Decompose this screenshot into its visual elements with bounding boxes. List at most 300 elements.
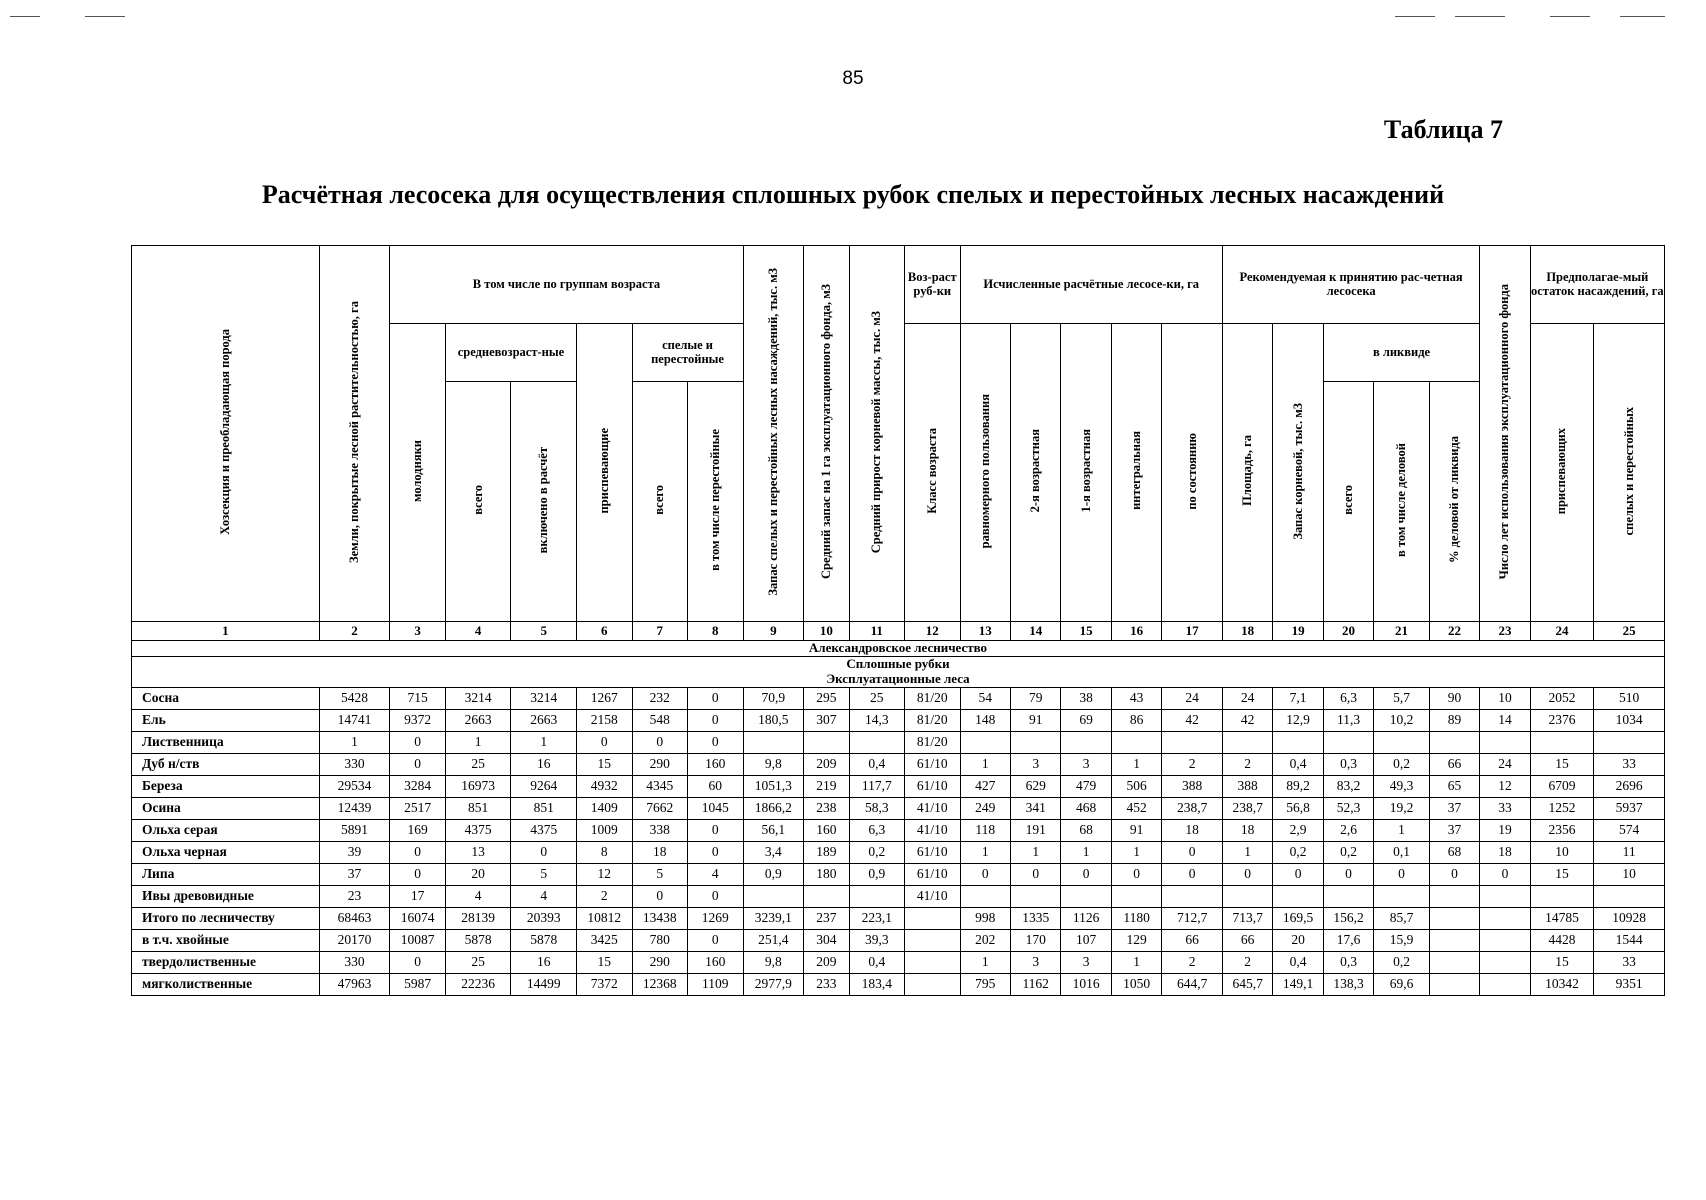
table-cell: 0 — [688, 687, 744, 709]
table-cell: 506 — [1111, 775, 1161, 797]
table-cell: 0 — [577, 731, 633, 753]
header-premature: приспевающие — [577, 324, 633, 622]
table-cell: 90 — [1429, 687, 1479, 709]
header-ripe-remainder: спелых и перестойных — [1594, 324, 1665, 622]
table-cell: 2977,9 — [743, 973, 804, 995]
page-title: Расчётная лесосека для осуществления сплошных рубок спелых и перестойных лесных насаждений — [261, 180, 1445, 209]
table-cell — [1480, 907, 1530, 929]
table-label: Таблица 7 — [1383, 115, 1503, 144]
table-cell: 17 — [390, 885, 446, 907]
table-cell: 3 — [1061, 753, 1111, 775]
header-remainder: Предполагае-мый остаток насаждений, га — [1530, 246, 1664, 324]
table-cell: 290 — [632, 951, 688, 973]
table-cell: 69 — [1061, 709, 1111, 731]
table-cell — [905, 973, 961, 995]
table-cell: 304 — [804, 929, 849, 951]
table-cell: 20170 — [319, 929, 390, 951]
header-young: молодняки — [390, 324, 446, 622]
table-cell: 2 — [1162, 753, 1223, 775]
table-cell: 780 — [632, 929, 688, 951]
column-number: 19 — [1273, 622, 1323, 641]
table-cell: 42 — [1162, 709, 1223, 731]
table-cell: 20 — [1273, 929, 1323, 951]
table-cell: 1045 — [688, 797, 744, 819]
table-cell: 19 — [1480, 819, 1530, 841]
header-age-class: Класс возраста — [905, 324, 961, 622]
table-cell: 2663 — [511, 709, 577, 731]
table-cell — [1429, 973, 1479, 995]
column-number: 10 — [804, 622, 849, 641]
table-cell: 233 — [804, 973, 849, 995]
table-cell: 9,8 — [743, 951, 804, 973]
table-cell: 19,2 — [1374, 797, 1430, 819]
row-label: в т.ч. хвойные — [132, 929, 320, 951]
table-cell — [1530, 885, 1594, 907]
table-cell: 18 — [1162, 819, 1223, 841]
table-cell: 0 — [688, 819, 744, 841]
table-cell: 37 — [319, 863, 390, 885]
row-label: Итого по лесничеству — [132, 907, 320, 929]
table-cell: 11,3 — [1323, 709, 1373, 731]
column-number: 1 — [132, 622, 320, 641]
table-cell: 0,9 — [743, 863, 804, 885]
table-cell: 0,4 — [849, 951, 905, 973]
table-cell: 330 — [319, 753, 390, 775]
table-cell: 68 — [1429, 841, 1479, 863]
header-cutting-age: Воз-раст руб-ки — [905, 246, 961, 324]
table-cell: 10342 — [1530, 973, 1594, 995]
table-cell: 795 — [960, 973, 1010, 995]
table-cell: 0,3 — [1323, 951, 1373, 973]
table-cell: 232 — [632, 687, 688, 709]
section-row — [132, 656, 1665, 687]
table-cell: 5428 — [319, 687, 390, 709]
table-cell — [743, 885, 804, 907]
table-row — [132, 973, 1665, 995]
table-cell — [1323, 885, 1373, 907]
table-cell: 18 — [1480, 841, 1530, 863]
table-cell: 290 — [632, 753, 688, 775]
table-cell: 238,7 — [1162, 797, 1223, 819]
column-number: 12 — [905, 622, 961, 641]
table-cell: 12 — [577, 863, 633, 885]
table-row — [132, 951, 1665, 973]
table-cell: 16074 — [390, 907, 446, 929]
table-cell: 0,2 — [1374, 753, 1430, 775]
table-cell: 1034 — [1594, 709, 1665, 731]
table-cell — [1480, 973, 1530, 995]
table-row — [132, 753, 1665, 775]
column-number: 8 — [688, 622, 744, 641]
table-cell: 0,2 — [1273, 841, 1323, 863]
table-cell: 9372 — [390, 709, 446, 731]
table-cell: 15 — [577, 951, 633, 973]
table-cell: 1051,3 — [743, 775, 804, 797]
table-cell — [849, 885, 905, 907]
table-cell: 69,6 — [1374, 973, 1430, 995]
table-cell: 0 — [688, 885, 744, 907]
table-cell: 10 — [1480, 687, 1530, 709]
table-cell: 0,4 — [1273, 753, 1323, 775]
table-cell: 81/20 — [905, 687, 961, 709]
column-number: 11 — [849, 622, 905, 641]
table-cell: 5878 — [445, 929, 511, 951]
table-cell — [1429, 731, 1479, 753]
table-cell: 149,1 — [1273, 973, 1323, 995]
table-cell: 14499 — [511, 973, 577, 995]
table-cell: 645,7 — [1222, 973, 1272, 995]
table-row — [132, 775, 1665, 797]
table-cell: 9,8 — [743, 753, 804, 775]
table-cell: 0,4 — [1273, 951, 1323, 973]
table-cell: 16973 — [445, 775, 511, 797]
table-cell: 58,3 — [849, 797, 905, 819]
table-cell: 2 — [1222, 753, 1272, 775]
table-cell — [1273, 731, 1323, 753]
table-row — [132, 885, 1665, 907]
table-cell — [1162, 731, 1223, 753]
table-cell: 3,4 — [743, 841, 804, 863]
table-cell — [905, 951, 961, 973]
scan-artifact-line — [1395, 16, 1435, 17]
table-cell: 180,5 — [743, 709, 804, 731]
column-number: 3 — [390, 622, 446, 641]
table-cell: 0 — [390, 951, 446, 973]
table-cell: 43 — [1111, 687, 1161, 709]
table-cell: 338 — [632, 819, 688, 841]
row-label: Осина — [132, 797, 320, 819]
table-cell: 0,2 — [849, 841, 905, 863]
table-cell: 1 — [1111, 841, 1161, 863]
forestry-name: Александровское лесничество — [132, 641, 1665, 657]
table-cell: 5,7 — [1374, 687, 1430, 709]
table-cell: 16 — [511, 753, 577, 775]
table-cell: 330 — [319, 951, 390, 973]
header-age-groups: В том числе по группам возраста — [390, 246, 743, 324]
table-cell: 1 — [1111, 951, 1161, 973]
table-cell: 156,2 — [1323, 907, 1373, 929]
table-cell — [905, 907, 961, 929]
table-cell: 24 — [1162, 687, 1223, 709]
table-cell: 160 — [804, 819, 849, 841]
table-cell: 4375 — [445, 819, 511, 841]
table-cell: 37 — [1429, 797, 1479, 819]
section-row — [132, 641, 1665, 657]
table-cell: 5 — [632, 863, 688, 885]
table-cell: 81/20 — [905, 709, 961, 731]
table-cell: 0 — [1323, 863, 1373, 885]
table-cell: 0 — [1162, 841, 1223, 863]
header-middle-total: всего — [445, 382, 511, 622]
table-cell: 307 — [804, 709, 849, 731]
header-middle-included: включено в расчёт — [511, 382, 577, 622]
row-label: Липа — [132, 863, 320, 885]
table-cell — [1061, 885, 1111, 907]
table-cell: 39 — [319, 841, 390, 863]
table-cell: 15 — [1530, 753, 1594, 775]
table-cell — [1162, 885, 1223, 907]
table-cell: 18 — [1222, 819, 1272, 841]
table-cell — [1323, 731, 1373, 753]
table-cell — [743, 731, 804, 753]
table-cell: 56,8 — [1273, 797, 1323, 819]
table-cell: 7,1 — [1273, 687, 1323, 709]
table-cell: 189 — [804, 841, 849, 863]
table-cell: 33 — [1594, 753, 1665, 775]
table-cell: 61/10 — [905, 841, 961, 863]
column-number: 7 — [632, 622, 688, 641]
header-overripe: в том числе перестойные — [688, 382, 744, 622]
table-cell: 13 — [445, 841, 511, 863]
table-cell: 28139 — [445, 907, 511, 929]
header-avg-growth: Средний прирост корневой массы, тыс. м3 — [849, 246, 905, 622]
table-cell: 0,9 — [849, 863, 905, 885]
row-label: Дуб н/ств — [132, 753, 320, 775]
table-cell: 0 — [1162, 863, 1223, 885]
table-cell: 2376 — [1530, 709, 1594, 731]
table-cell: 68 — [1061, 819, 1111, 841]
table-cell: 16 — [511, 951, 577, 973]
table-cell: 0 — [1061, 863, 1111, 885]
table-cell — [905, 929, 961, 951]
table-cell: 14,3 — [849, 709, 905, 731]
table-cell: 712,7 — [1162, 907, 1223, 929]
table-cell: 998 — [960, 907, 1010, 929]
table-row — [132, 907, 1665, 929]
table-cell: 20393 — [511, 907, 577, 929]
table-cell: 0 — [688, 709, 744, 731]
table-cell: 0 — [632, 731, 688, 753]
table-cell: 0 — [390, 753, 446, 775]
column-number: 2 — [319, 622, 390, 641]
table-cell — [1480, 951, 1530, 973]
table-cell: 4932 — [577, 775, 633, 797]
forest-type: Эксплуатационные леса — [826, 670, 970, 686]
table-cell: 7372 — [577, 973, 633, 995]
table-cell: 24 — [1222, 687, 1272, 709]
header-ripe-overripe: спелые и перестойные — [632, 324, 743, 382]
table-cell: 3 — [1061, 951, 1111, 973]
column-number: 22 — [1429, 622, 1479, 641]
table-cell: 2 — [1222, 951, 1272, 973]
table-cell: 1009 — [577, 819, 633, 841]
table-cell: 1 — [1111, 753, 1161, 775]
table-cell: 6,3 — [849, 819, 905, 841]
table-cell: 38 — [1061, 687, 1111, 709]
column-number: 6 — [577, 622, 633, 641]
table-cell: 5987 — [390, 973, 446, 995]
table-cell: 24 — [1480, 753, 1530, 775]
table-cell: 3425 — [577, 929, 633, 951]
header-root-stock: Запас корневой, тыс. м3 — [1273, 324, 1323, 622]
column-number-row — [132, 622, 1665, 641]
table-cell: 25 — [445, 951, 511, 973]
table-cell: 66 — [1162, 929, 1223, 951]
header-liquid: в ликвиде — [1323, 324, 1479, 382]
table-cell: 1016 — [1061, 973, 1111, 995]
scan-artifact-line — [1550, 16, 1590, 17]
table-cell: 0 — [688, 731, 744, 753]
table-cell: 0 — [1429, 863, 1479, 885]
allowable-cut-table — [131, 245, 1665, 996]
table-cell: 41/10 — [905, 885, 961, 907]
table-cell: 20 — [445, 863, 511, 885]
table-cell: 2696 — [1594, 775, 1665, 797]
row-label: Ивы древовидные — [132, 885, 320, 907]
header-liquid-total: всего — [1323, 382, 1373, 622]
table-cell — [1530, 731, 1594, 753]
table-cell: 15,9 — [1374, 929, 1430, 951]
table-cell: 70,9 — [743, 687, 804, 709]
table-cell: 10 — [1530, 841, 1594, 863]
table-cell: 2,6 — [1323, 819, 1373, 841]
table-cell: 1544 — [1594, 929, 1665, 951]
table-cell: 219 — [804, 775, 849, 797]
header-recommended-cut: Рекомендуемая к принятию рас-четная лесосека — [1222, 246, 1479, 324]
header-premature-remainder: приспевающих — [1530, 324, 1594, 622]
table-cell — [1111, 885, 1161, 907]
table-cell — [1273, 885, 1323, 907]
table-cell: 169 — [390, 819, 446, 841]
column-number: 18 — [1222, 622, 1272, 641]
table-cell: 61/10 — [905, 775, 961, 797]
table-cell: 0 — [1222, 863, 1272, 885]
table-cell: 1 — [1061, 841, 1111, 863]
table-cell: 851 — [445, 797, 511, 819]
table-cell: 160 — [688, 951, 744, 973]
table-cell: 68463 — [319, 907, 390, 929]
header-area: Площадь, га — [1222, 324, 1272, 622]
table-cell: 52,3 — [1323, 797, 1373, 819]
header-first-age: 1-я возрастная — [1061, 324, 1111, 622]
table-cell: 17,6 — [1323, 929, 1373, 951]
table-cell — [1429, 929, 1479, 951]
header-forest-area: Земли, покрытые лесной растительностью, га — [319, 246, 390, 622]
table-cell: 427 — [960, 775, 1010, 797]
column-number: 20 — [1323, 622, 1373, 641]
table-cell: 0 — [688, 841, 744, 863]
column-number: 24 — [1530, 622, 1594, 641]
table-cell: 0,3 — [1323, 753, 1373, 775]
table-cell — [1480, 885, 1530, 907]
table-cell: 1126 — [1061, 907, 1111, 929]
row-label: Ель — [132, 709, 320, 731]
table-cell: 160 — [688, 753, 744, 775]
header-middle-aged: средневозраст-ные — [445, 324, 576, 382]
table-cell: 14741 — [319, 709, 390, 731]
row-label: Сосна — [132, 687, 320, 709]
table-cell: 1162 — [1010, 973, 1060, 995]
column-number: 21 — [1374, 622, 1430, 641]
table-cell: 89 — [1429, 709, 1479, 731]
table-cell: 238,7 — [1222, 797, 1272, 819]
table-cell: 237 — [804, 907, 849, 929]
table-cell: 1109 — [688, 973, 744, 995]
table-cell — [849, 731, 905, 753]
table-cell: 713,7 — [1222, 907, 1272, 929]
table-cell: 180 — [804, 863, 849, 885]
table-cell: 209 — [804, 951, 849, 973]
table-cell: 9264 — [511, 775, 577, 797]
table-cell: 574 — [1594, 819, 1665, 841]
header-avg-stock: Средний запас на 1 га эксплуатационного фонда, м3 — [804, 246, 849, 622]
table-cell: 33 — [1480, 797, 1530, 819]
scan-artifact-line — [10, 16, 40, 17]
column-number: 14 — [1010, 622, 1060, 641]
header-ripe-stock: Запас спелых и перестойных лесных насаждений, тыс. м3 — [743, 246, 804, 622]
table-cell: 0 — [688, 929, 744, 951]
table-cell: 83,2 — [1323, 775, 1373, 797]
table-cell: 1269 — [688, 907, 744, 929]
column-number: 5 — [511, 622, 577, 641]
table-cell: 61/10 — [905, 863, 961, 885]
table-cell: 4428 — [1530, 929, 1594, 951]
table-cell: 388 — [1162, 775, 1223, 797]
header-years-of-use: Число лет использования эксплуатационного фонда — [1480, 246, 1530, 622]
table-cell: 2 — [1162, 951, 1223, 973]
table-cell: 7662 — [632, 797, 688, 819]
cut-type-forest-type — [132, 656, 1665, 687]
table-cell — [1374, 731, 1430, 753]
table-cell: 191 — [1010, 819, 1060, 841]
table-cell: 238 — [804, 797, 849, 819]
table-cell: 3284 — [390, 775, 446, 797]
table-cell: 10,2 — [1374, 709, 1430, 731]
table-cell — [1480, 929, 1530, 951]
table-cell — [804, 731, 849, 753]
table-cell: 468 — [1061, 797, 1111, 819]
table-cell: 23 — [319, 885, 390, 907]
table-cell: 5937 — [1594, 797, 1665, 819]
header-liquid-business: в том числе деловой — [1374, 382, 1430, 622]
column-number: 17 — [1162, 622, 1223, 641]
table-cell: 0,2 — [1374, 951, 1430, 973]
table-cell: 10 — [1594, 863, 1665, 885]
table-cell: 41/10 — [905, 797, 961, 819]
table-cell: 2663 — [445, 709, 511, 731]
row-label: мягколиственные — [132, 973, 320, 995]
column-number: 16 — [1111, 622, 1161, 641]
table-cell: 295 — [804, 687, 849, 709]
table-cell: 11 — [1594, 841, 1665, 863]
table-row — [132, 819, 1665, 841]
table-cell: 15 — [1530, 863, 1594, 885]
table-cell: 10087 — [390, 929, 446, 951]
table-cell: 183,4 — [849, 973, 905, 995]
table-cell: 107 — [1061, 929, 1111, 951]
table-cell: 54 — [960, 687, 1010, 709]
table-cell: 0 — [511, 841, 577, 863]
table-cell: 0,1 — [1374, 841, 1430, 863]
table-cell: 1 — [960, 951, 1010, 973]
table-cell: 6709 — [1530, 775, 1594, 797]
table-cell: 12 — [1480, 775, 1530, 797]
table-cell: 12439 — [319, 797, 390, 819]
table-cell — [1222, 731, 1272, 753]
table-cell: 1180 — [1111, 907, 1161, 929]
table-cell: 5 — [511, 863, 577, 885]
table-cell — [960, 731, 1010, 753]
table-cell: 1267 — [577, 687, 633, 709]
table-cell: 1 — [960, 753, 1010, 775]
column-number: 15 — [1061, 622, 1111, 641]
table-cell: 91 — [1111, 819, 1161, 841]
header-even-use: равномерного пользования — [960, 324, 1010, 622]
table-cell: 3214 — [511, 687, 577, 709]
table-cell: 85,7 — [1374, 907, 1430, 929]
table-cell: 1050 — [1111, 973, 1161, 995]
table-cell: 1 — [445, 731, 511, 753]
